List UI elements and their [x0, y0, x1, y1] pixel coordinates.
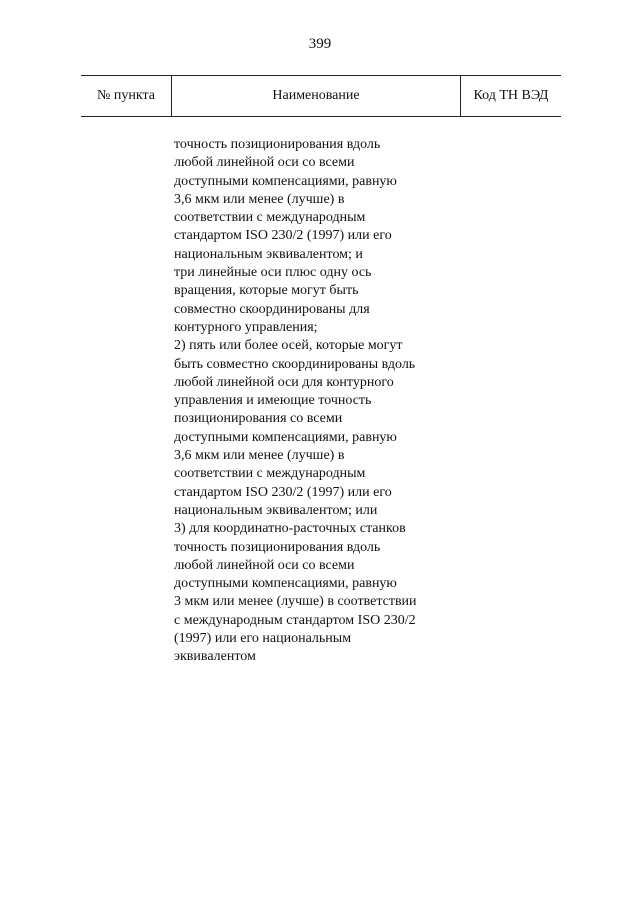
text-line: стандартом ISO 230/2 (1997) или его — [174, 484, 392, 500]
text-line: 3,6 мкм или менее (лучше) в — [174, 448, 345, 464]
text-line: три линейные оси плюс одну ось — [174, 265, 372, 281]
text-line: (1997) или его национальным — [174, 631, 352, 647]
text-line: соответствии с международным — [174, 466, 366, 482]
text-line: 3 мкм или менее (лучше) в соответствии — [174, 594, 417, 610]
text-line: доступными компенсациями, равную — [174, 576, 397, 592]
text-line: доступными компенсациями, равную — [174, 173, 397, 189]
text-line: доступными компенсациями, равную — [174, 429, 397, 445]
text-line: 3) для координатно-расточных станков — [174, 521, 406, 537]
text-line: любой линейной оси со всеми — [174, 155, 355, 171]
text-line: любой линейной оси со всеми — [174, 557, 355, 573]
text-line: соответствии с международным — [174, 210, 366, 226]
text-line: управления и имеющие точность — [174, 393, 372, 409]
text-line: совместно скоординированы для — [174, 301, 370, 317]
text-line: национальным эквивалентом; и — [174, 246, 363, 262]
text-line: быть совместно скоординированы вдоль — [174, 356, 416, 372]
text-line: с международным стандартом ISO 230/2 — [174, 612, 416, 628]
page-number: 399 — [308, 36, 332, 52]
text-line: вращения, которые могут быть — [174, 283, 359, 299]
text-line: 2) пять или более осей, которые могут — [174, 338, 403, 354]
column-header-code: Код ТН ВЭД — [473, 88, 549, 103]
item-description — [174, 136, 474, 667]
column-header-item-number: № пункта — [81, 76, 172, 116]
text-line: контурного управления; — [174, 319, 318, 335]
text-line: любой линейной оси для контурного — [174, 374, 394, 390]
text-line: эквивалентом — [174, 649, 256, 665]
text-line: национальным эквивалентом; или — [174, 502, 378, 518]
text-line: позиционирования со всеми — [174, 411, 343, 427]
text-line: точность позиционирования вдоль — [174, 539, 381, 555]
text-line: стандартом ISO 230/2 (1997) или его — [174, 228, 392, 244]
column-header-name: Наименование — [172, 76, 461, 116]
text-line: точность позиционирования вдоль — [174, 137, 381, 152]
text-line: 3,6 мкм или менее (лучше) в — [174, 191, 345, 207]
table-header — [81, 75, 561, 117]
